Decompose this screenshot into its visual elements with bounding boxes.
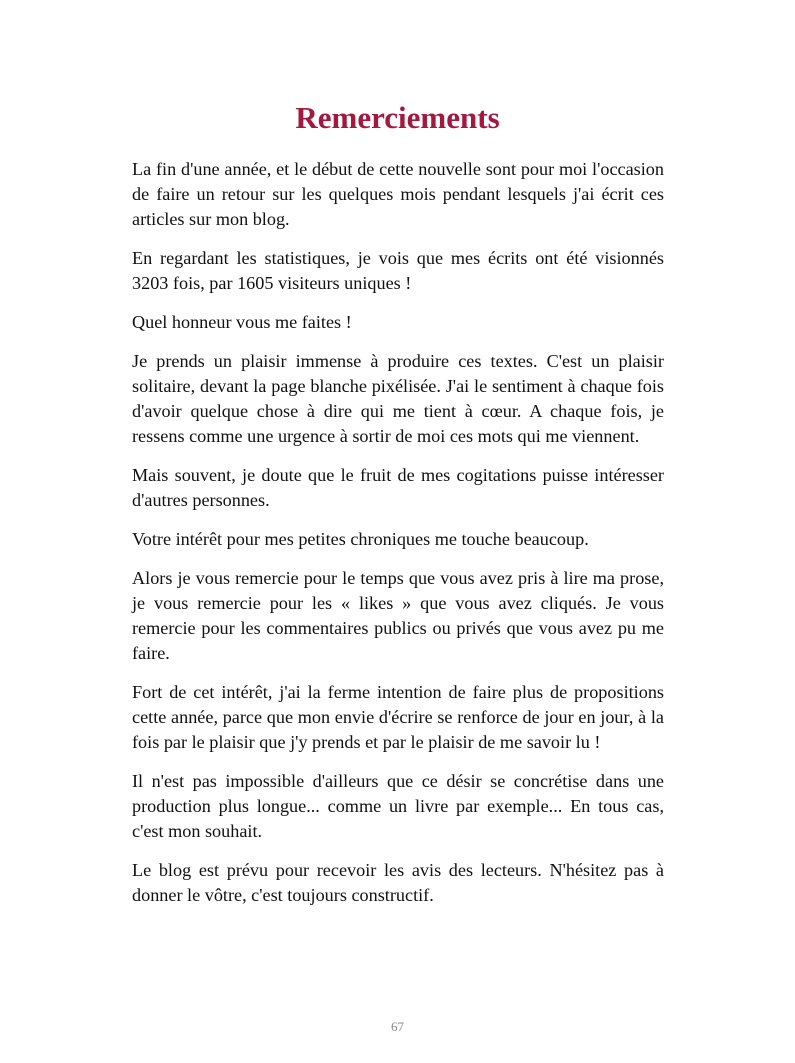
paragraph-2: En regardant les statistiques, je vois que mes écrits ont été visionnés 3203 fois, par 1605 visiteurs uniques ! xyxy=(132,248,664,293)
paragraph-4: Je prends un plaisir immense à produire ces textes. C'est un plaisir solitaire, devant la page blanche pixélisée. J'ai le sentiment à chaque fois d'avoir quelque chose à dire qui me tient à cœur. A chaque fois, je ressens comme une urgence à sortir de moi ces mots qui me viennent. xyxy=(132,351,664,446)
paragraph-7: Alors je vous remercie pour le temps que vous avez pris à lire ma prose, je vous remercie pour les « likes » que vous avez cliqués. Je vous remercie pour les commentaires publics ou privés que vous avez pu me faire. xyxy=(132,568,664,663)
paragraph-9: Il n'est pas impossible d'ailleurs que ce désir se concrétise dans une production plus longue... comme un livre par exemple... En tous cas, c'est mon souhait. xyxy=(132,771,664,841)
paragraph-6: Votre intérêt pour mes petites chroniques me touche beaucoup. xyxy=(132,529,589,549)
paragraph-5: Mais souvent, je doute que le fruit de mes cogitations puisse intéresser d'autres personnes. xyxy=(132,465,664,510)
paragraph-1: La fin d'une année, et le début de cette nouvelle sont pour moi l'occasion de faire un retour sur les quelques mois pendant lesquels j'ai écrit ces articles sur mon blog. xyxy=(132,159,664,229)
page-number: 67 xyxy=(391,1019,404,1034)
paragraph-8: Fort de cet intérêt, j'ai la ferme intention de faire plus de propositions cette année, parce que mon envie d'écrire se renforce de jour en jour, à la fois par le plaisir que j'y prends et par le plaisir de me savoir lu ! xyxy=(132,682,664,752)
page-title: Remerciements xyxy=(295,100,500,135)
body-text xyxy=(132,157,664,922)
paragraph-3: Quel honneur vous me faites ! xyxy=(132,312,352,332)
paragraph-10: Le blog est prévu pour recevoir les avis des lecteurs. N'hésitez pas à donner le vôtre, c'est toujours constructif. xyxy=(132,860,664,905)
